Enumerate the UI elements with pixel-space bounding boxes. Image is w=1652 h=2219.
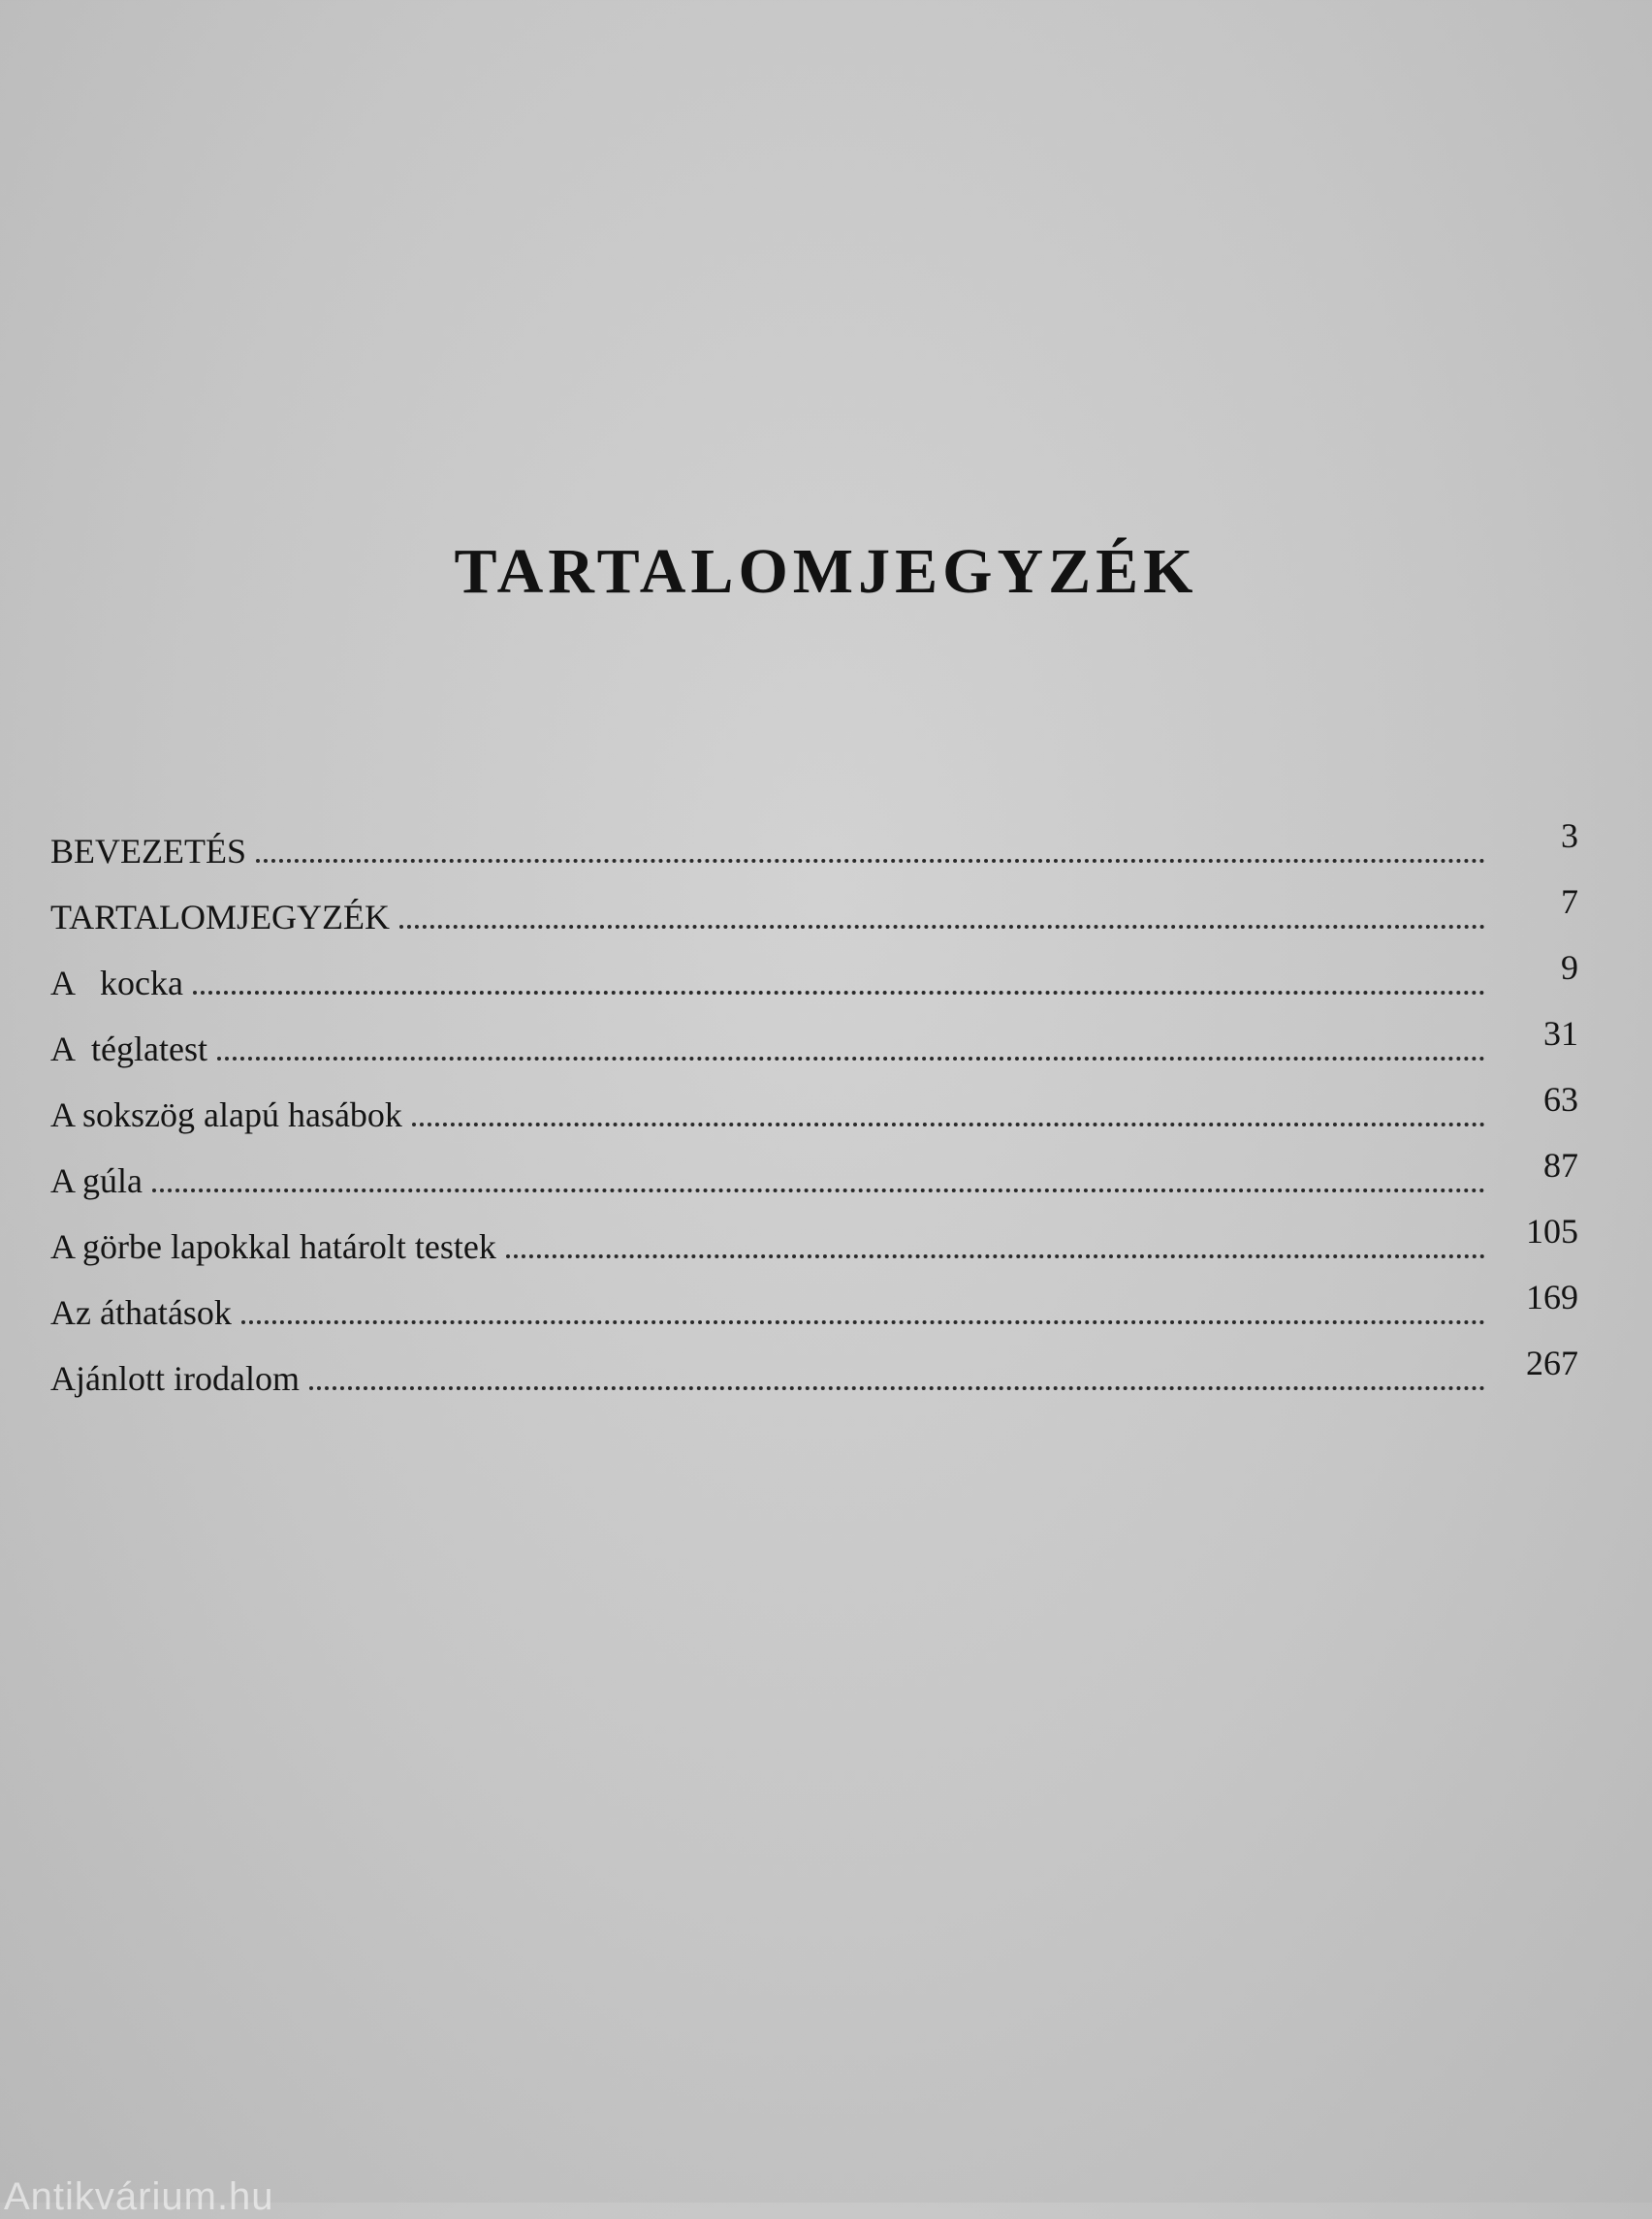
toc-entry [50, 816, 1578, 900]
toc-entry-page: 87 [1543, 1146, 1578, 1185]
toc-entry [50, 882, 1578, 966]
toc-entry-label: Ajánlott irodalom [50, 1359, 300, 1398]
toc-entry-label: A görbe lapokkal határolt testek [50, 1227, 496, 1266]
toc-entry [50, 1080, 1578, 1163]
toc-entry-label: A kocka [50, 964, 183, 1002]
toc-entry [50, 1278, 1578, 1361]
toc-entry-label: A téglatest [50, 1030, 207, 1068]
toc-entry-page: 267 [1526, 1344, 1578, 1382]
toc-entry-page: 105 [1526, 1212, 1578, 1251]
toc-entry-label: BEVEZETÉS [50, 832, 246, 871]
toc-dot-leader [241, 1320, 1485, 1324]
toc-entry [50, 1146, 1578, 1229]
toc-entry-label: Az áthatások [50, 1293, 232, 1332]
toc-dot-leader [309, 1386, 1485, 1390]
toc-entry-label: A sokszög alapú hasábok [50, 1095, 402, 1134]
toc-entry-label: A gúla [50, 1161, 143, 1200]
toc-dot-leader [399, 925, 1485, 929]
toc-dot-leader [152, 1189, 1485, 1192]
toc-entry [50, 1212, 1578, 1295]
watermark: Antikvárium.hu [4, 2175, 274, 2218]
toc-dot-leader [506, 1254, 1485, 1258]
toc-dot-leader [256, 859, 1485, 863]
toc-dot-leader [193, 991, 1485, 995]
toc-entry [50, 948, 1578, 1031]
toc-entry-page: 9 [1561, 948, 1578, 987]
toc-entry-label: TARTALOMJEGYZÉK [50, 898, 391, 936]
toc-entry-page: 31 [1543, 1014, 1578, 1053]
page-title: TARTALOMJEGYZÉK [454, 536, 1198, 607]
toc-entry-page: 63 [1543, 1080, 1578, 1119]
toc-entry-page: 169 [1526, 1278, 1578, 1316]
table-of-contents [50, 816, 1578, 1427]
toc-entry-page: 7 [1561, 882, 1578, 921]
toc-entry-page: 3 [1561, 816, 1578, 855]
toc-dot-leader [217, 1057, 1485, 1061]
toc-dot-leader [412, 1123, 1485, 1126]
toc-entry [50, 1014, 1578, 1097]
toc-entry [50, 1344, 1578, 1427]
